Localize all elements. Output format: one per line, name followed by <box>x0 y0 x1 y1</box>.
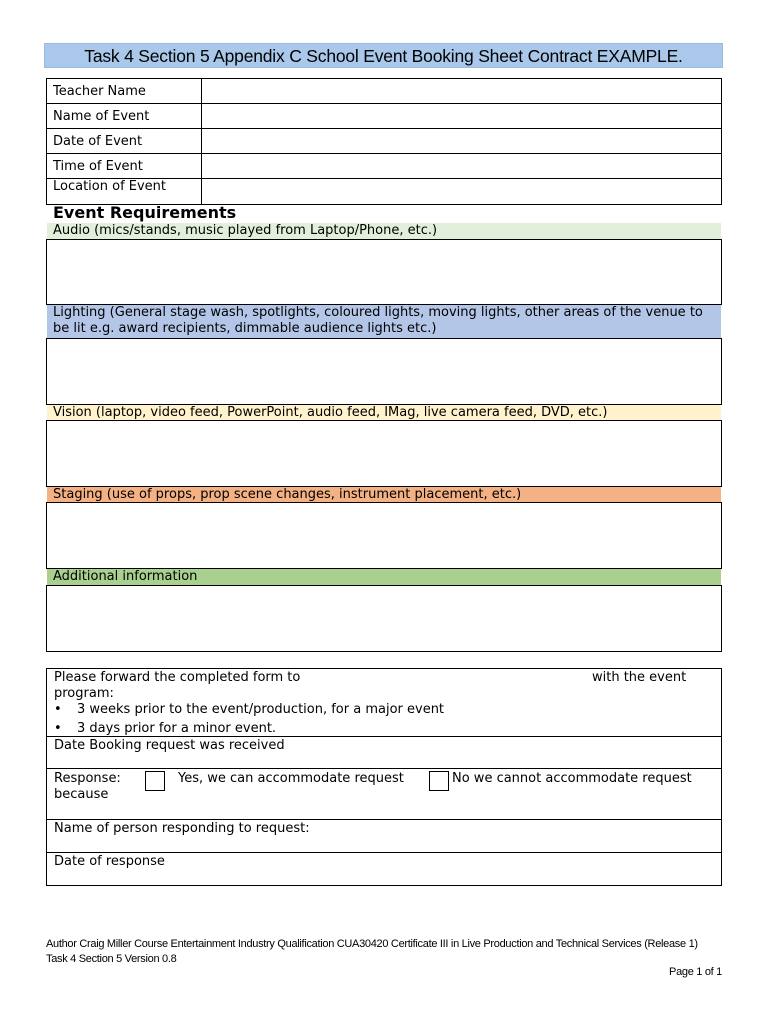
event-name-field[interactable] <box>202 104 722 129</box>
forward-instruction: Please forward the completed form to <box>54 670 301 685</box>
no-checkbox[interactable] <box>429 771 449 791</box>
forward-suffix: with the event <box>592 670 687 685</box>
program-label: program: <box>54 686 114 701</box>
audio-band: Audio (mics/stands, music played from Laptop/Phone, etc.) <box>47 223 721 239</box>
responder-row[interactable] <box>47 819 721 853</box>
event-location-field[interactable] <box>202 179 722 205</box>
date-received-row[interactable] <box>47 736 721 769</box>
yes-option-label: Yes, we can accommodate request <box>178 771 404 786</box>
table-row <box>47 79 722 104</box>
list-item: • 3 weeks prior to the event/production, for a major event <box>54 702 445 717</box>
submission-section <box>46 668 722 886</box>
list-item: • 3 days prior for a minor event. <box>54 721 277 736</box>
event-location-label: Location of Event <box>47 179 202 205</box>
footer-task-version: Task 4 Section 5 Version 0.8 <box>46 953 177 965</box>
audio-input-box[interactable] <box>46 239 722 305</box>
document-title: Task 4 Section 5 Appendix C School Event Booking Sheet Contract EXAMPLE. <box>44 43 723 68</box>
additional-info-input-box[interactable] <box>46 585 722 652</box>
event-date-label: Date of Event <box>47 129 202 154</box>
date-response-row[interactable] <box>47 852 721 886</box>
yes-checkbox[interactable] <box>145 771 165 791</box>
lighting-band: Lighting (General stage wash, spotlights, coloured lights, moving lights, other areas of the venue to be lit e.g. award recipients, dimmable audience lights etc.) <box>47 305 721 338</box>
date-response-label: Date of response <box>54 854 165 869</box>
additional-info-band: Additional information <box>47 569 721 585</box>
lighting-input-box[interactable] <box>46 338 722 405</box>
because-label: because <box>54 787 109 802</box>
staging-band: Staging (use of props, prop scene changes, instrument placement, etc.) <box>47 487 721 503</box>
staging-input-box[interactable] <box>46 502 722 569</box>
event-info-table <box>46 78 722 205</box>
no-option-label: No we cannot accommodate request <box>452 771 692 786</box>
response-row <box>47 768 721 820</box>
event-date-field[interactable] <box>202 129 722 154</box>
table-row <box>47 179 722 205</box>
table-row <box>47 129 722 154</box>
event-time-field[interactable] <box>202 154 722 179</box>
event-time-label: Time of Event <box>47 154 202 179</box>
footer-author-course: Author Craig Miller Course Entertainment Industry Qualification CUA30420 Certificate III in Live Production and Technical Services (Release 1) <box>46 938 698 950</box>
event-requirements-heading: Event Requirements <box>53 203 237 222</box>
date-received-label: Date Booking request was received <box>54 738 285 753</box>
event-name-label: Name of Event <box>47 104 202 129</box>
table-row <box>47 154 722 179</box>
page-number: Page 1 of 1 <box>669 966 722 978</box>
teacher-name-field[interactable] <box>202 79 722 104</box>
vision-input-box[interactable] <box>46 420 722 487</box>
table-row <box>47 104 722 129</box>
responder-label: Name of person responding to request: <box>54 821 310 836</box>
teacher-name-label: Teacher Name <box>47 79 202 104</box>
vision-band: Vision (laptop, video feed, PowerPoint, audio feed, IMag, live camera feed, DVD, etc.) <box>47 405 721 420</box>
response-label: Response: <box>54 771 121 786</box>
